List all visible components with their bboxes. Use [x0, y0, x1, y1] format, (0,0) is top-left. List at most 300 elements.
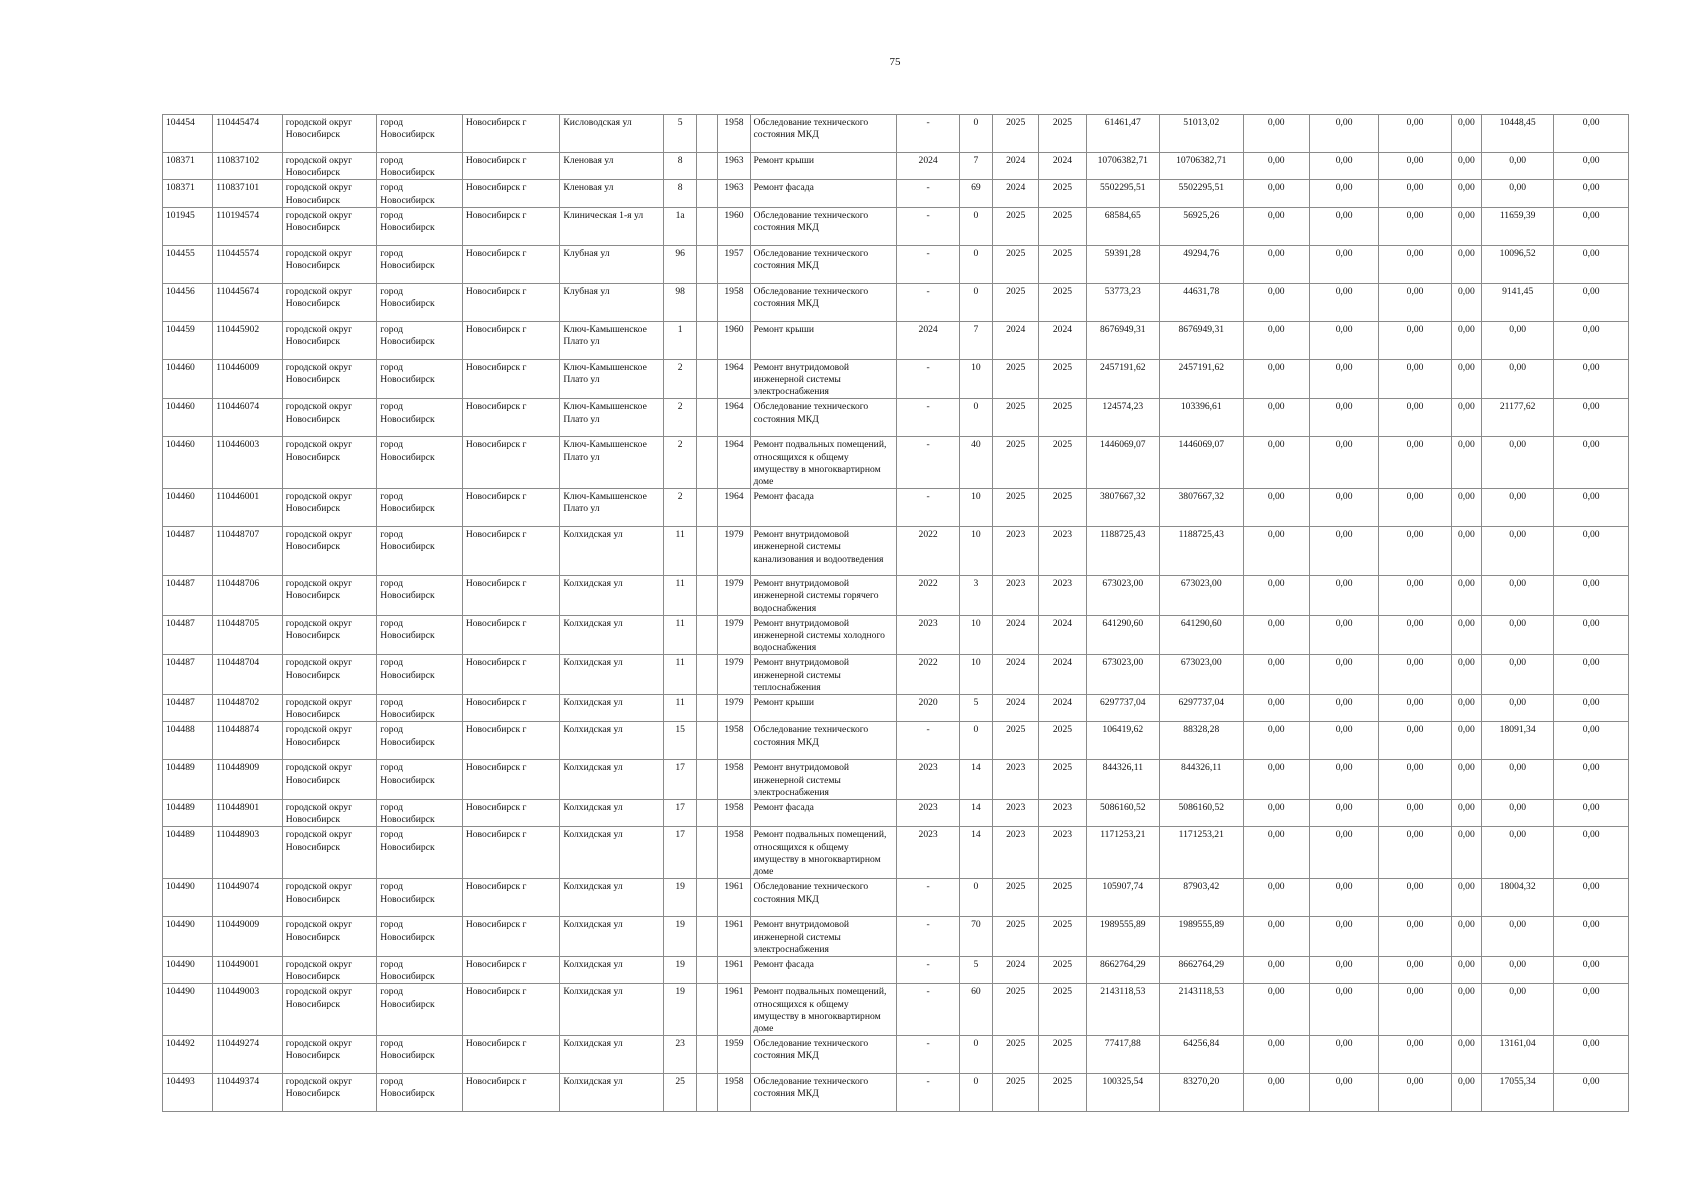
- total-cost-cell: 10706382,71: [1086, 153, 1159, 180]
- locality-cell: Новосибирск г: [462, 1074, 560, 1112]
- table-row: [163, 1036, 1629, 1074]
- building-cell: [697, 615, 718, 655]
- build-year-cell: 1964: [718, 399, 750, 437]
- budget-local-cell: 0,00: [1379, 1074, 1451, 1112]
- house-number-cell: 98: [664, 283, 697, 321]
- object-id-cell: 104455: [163, 245, 213, 283]
- budget-federal-cell: 0,00: [1243, 1074, 1309, 1112]
- locality-cell: Новосибирск г: [462, 283, 560, 321]
- page-number: 75: [889, 56, 901, 68]
- budget-local-cell: 0,00: [1379, 879, 1451, 917]
- start-year-cell: 2025: [993, 879, 1039, 917]
- street-cell: Кисловодская ул: [560, 115, 664, 153]
- object-id-cell: 104489: [163, 760, 213, 800]
- locality-cell: Новосибирск г: [462, 153, 560, 180]
- other-sources-cell: 0,00: [1451, 879, 1481, 917]
- table-row: [163, 283, 1629, 321]
- owner-funds-cell: 0,00: [1481, 917, 1553, 957]
- street-cell: Колхидская ул: [560, 800, 664, 827]
- municipal-district-cell: городской округ Новосибирск: [282, 827, 377, 879]
- service-life-cell: 69: [959, 180, 992, 207]
- build-year-cell: 1979: [718, 695, 750, 722]
- extra-funds-cell: 0,00: [1554, 695, 1629, 722]
- municipal-district-cell: городской округ Новосибирск: [282, 984, 377, 1036]
- work-type-cell: Обследование технического состояния МКД: [750, 115, 897, 153]
- end-year-cell: 2025: [1039, 359, 1086, 399]
- locality-cell: Новосибирск г: [462, 800, 560, 827]
- work-type-cell: Обследование технического состояния МКД: [750, 879, 897, 917]
- extra-funds-cell: 0,00: [1554, 283, 1629, 321]
- previous-repair-year-cell: 2020: [897, 695, 959, 722]
- owner-funds-cell: 10448,45: [1481, 115, 1553, 153]
- budget-regional-cell: 0,00: [1309, 576, 1378, 616]
- settlement-cell: город Новосибирск: [377, 615, 463, 655]
- building-cell: [697, 1074, 718, 1112]
- previous-repair-year-cell: -: [897, 245, 959, 283]
- budget-federal-cell: 0,00: [1243, 153, 1309, 180]
- extra-funds-cell: 0,00: [1554, 359, 1629, 399]
- building-cell: [697, 180, 718, 207]
- other-sources-cell: 0,00: [1451, 760, 1481, 800]
- previous-repair-year-cell: -: [897, 359, 959, 399]
- table-row: [163, 153, 1629, 180]
- end-year-cell: 2025: [1039, 207, 1086, 245]
- service-life-cell: 0: [959, 1036, 992, 1074]
- building-cell: [697, 489, 718, 527]
- service-life-cell: 40: [959, 437, 992, 489]
- building-cell: [697, 207, 718, 245]
- budget-federal-cell: 0,00: [1243, 576, 1309, 616]
- end-year-cell: 2025: [1039, 437, 1086, 489]
- start-year-cell: 2024: [993, 655, 1039, 695]
- budget-local-cell: 0,00: [1379, 115, 1451, 153]
- extra-funds-cell: 0,00: [1554, 1036, 1629, 1074]
- settlement-cell: город Новосибирск: [377, 917, 463, 957]
- building-cell: [697, 956, 718, 983]
- object-id-cell: 104490: [163, 917, 213, 957]
- previous-repair-year-cell: -: [897, 283, 959, 321]
- work-type-cell: Ремонт внутридомовой инженерной системы теплоснабжения: [750, 655, 897, 695]
- previous-repair-year-cell: -: [897, 722, 959, 760]
- object-id-cell: 104487: [163, 527, 213, 576]
- owner-funds-cell: 0,00: [1481, 527, 1553, 576]
- object-id-cell: 104460: [163, 437, 213, 489]
- object-id-cell: 104460: [163, 399, 213, 437]
- municipal-district-cell: городской округ Новосибирск: [282, 489, 377, 527]
- budget-federal-cell: 0,00: [1243, 827, 1309, 879]
- owner-funds-cell: 17055,34: [1481, 1074, 1553, 1112]
- municipal-district-cell: городской округ Новосибирск: [282, 879, 377, 917]
- budget-regional-cell: 0,00: [1309, 827, 1378, 879]
- previous-repair-year-cell: 2022: [897, 655, 959, 695]
- work-type-cell: Ремонт крыши: [750, 695, 897, 722]
- total-cost-cell: 2143118,53: [1086, 984, 1159, 1036]
- budget-federal-cell: 0,00: [1243, 115, 1309, 153]
- build-year-cell: 1979: [718, 576, 750, 616]
- fund-cost-cell: 3807667,32: [1160, 489, 1244, 527]
- owner-funds-cell: 21177,62: [1481, 399, 1553, 437]
- build-year-cell: 1961: [718, 879, 750, 917]
- service-life-cell: 5: [959, 956, 992, 983]
- previous-repair-year-cell: -: [897, 984, 959, 1036]
- budget-regional-cell: 0,00: [1309, 1036, 1378, 1074]
- service-life-cell: 10: [959, 655, 992, 695]
- budget-local-cell: 0,00: [1379, 437, 1451, 489]
- street-cell: Колхидская ул: [560, 827, 664, 879]
- other-sources-cell: 0,00: [1451, 359, 1481, 399]
- start-year-cell: 2024: [993, 695, 1039, 722]
- table-row: [163, 917, 1629, 957]
- service-life-cell: 7: [959, 321, 992, 359]
- settlement-cell: город Новосибирск: [377, 695, 463, 722]
- budget-federal-cell: 0,00: [1243, 760, 1309, 800]
- build-year-cell: 1958: [718, 115, 750, 153]
- build-year-cell: 1964: [718, 359, 750, 399]
- house-number-cell: 17: [664, 827, 697, 879]
- object-id-cell: 104490: [163, 984, 213, 1036]
- owner-funds-cell: 13161,04: [1481, 1036, 1553, 1074]
- budget-regional-cell: 0,00: [1309, 207, 1378, 245]
- locality-cell: Новосибирск г: [462, 722, 560, 760]
- end-year-cell: 2025: [1039, 984, 1086, 1036]
- previous-repair-year-cell: -: [897, 207, 959, 245]
- service-life-cell: 14: [959, 760, 992, 800]
- build-year-cell: 1979: [718, 655, 750, 695]
- budget-local-cell: 0,00: [1379, 321, 1451, 359]
- budget-regional-cell: 0,00: [1309, 695, 1378, 722]
- end-year-cell: 2023: [1039, 527, 1086, 576]
- street-cell: Колхидская ул: [560, 879, 664, 917]
- registry-body: [163, 115, 1629, 1112]
- end-year-cell: 2025: [1039, 283, 1086, 321]
- end-year-cell: 2025: [1039, 722, 1086, 760]
- budget-local-cell: 0,00: [1379, 153, 1451, 180]
- budget-regional-cell: 0,00: [1309, 527, 1378, 576]
- work-type-cell: Ремонт внутридомовой инженерной системы холодного водоснабжения: [750, 615, 897, 655]
- locality-cell: Новосибирск г: [462, 180, 560, 207]
- start-year-cell: 2025: [993, 1036, 1039, 1074]
- owner-funds-cell: 0,00: [1481, 760, 1553, 800]
- work-code-cell: 110446003: [213, 437, 282, 489]
- budget-federal-cell: 0,00: [1243, 180, 1309, 207]
- budget-regional-cell: 0,00: [1309, 1074, 1378, 1112]
- object-id-cell: 104487: [163, 576, 213, 616]
- work-type-cell: Ремонт подвальных помещений, относящихся к общему имуществу в многоквартирном доме: [750, 437, 897, 489]
- previous-repair-year-cell: -: [897, 879, 959, 917]
- other-sources-cell: 0,00: [1451, 399, 1481, 437]
- build-year-cell: 1958: [718, 760, 750, 800]
- owner-funds-cell: 0,00: [1481, 153, 1553, 180]
- object-id-cell: 104488: [163, 722, 213, 760]
- start-year-cell: 2025: [993, 399, 1039, 437]
- end-year-cell: 2025: [1039, 760, 1086, 800]
- settlement-cell: город Новосибирск: [377, 722, 463, 760]
- street-cell: Колхидская ул: [560, 1074, 664, 1112]
- table-row: [163, 399, 1629, 437]
- object-id-cell: 104460: [163, 359, 213, 399]
- locality-cell: Новосибирск г: [462, 827, 560, 879]
- previous-repair-year-cell: 2023: [897, 615, 959, 655]
- budget-regional-cell: 0,00: [1309, 984, 1378, 1036]
- previous-repair-year-cell: -: [897, 399, 959, 437]
- work-code-cell: 110445674: [213, 283, 282, 321]
- work-type-cell: Ремонт фасада: [750, 180, 897, 207]
- building-cell: [697, 359, 718, 399]
- build-year-cell: 1961: [718, 984, 750, 1036]
- municipal-district-cell: городской округ Новосибирск: [282, 359, 377, 399]
- locality-cell: Новосибирск г: [462, 321, 560, 359]
- build-year-cell: 1960: [718, 321, 750, 359]
- extra-funds-cell: 0,00: [1554, 399, 1629, 437]
- total-cost-cell: 68584,65: [1086, 207, 1159, 245]
- build-year-cell: 1964: [718, 437, 750, 489]
- building-cell: [697, 800, 718, 827]
- start-year-cell: 2023: [993, 760, 1039, 800]
- table-row: [163, 695, 1629, 722]
- table-row: [163, 1074, 1629, 1112]
- table-row: [163, 655, 1629, 695]
- total-cost-cell: 5086160,52: [1086, 800, 1159, 827]
- other-sources-cell: 0,00: [1451, 527, 1481, 576]
- total-cost-cell: 3807667,32: [1086, 489, 1159, 527]
- municipal-district-cell: городской округ Новосибирск: [282, 1074, 377, 1112]
- work-code-cell: 110194574: [213, 207, 282, 245]
- building-cell: [697, 399, 718, 437]
- settlement-cell: город Новосибирск: [377, 283, 463, 321]
- settlement-cell: город Новосибирск: [377, 207, 463, 245]
- budget-local-cell: 0,00: [1379, 1036, 1451, 1074]
- build-year-cell: 1979: [718, 615, 750, 655]
- service-life-cell: 10: [959, 527, 992, 576]
- budget-local-cell: 0,00: [1379, 489, 1451, 527]
- locality-cell: Новосибирск г: [462, 655, 560, 695]
- other-sources-cell: 0,00: [1451, 153, 1481, 180]
- settlement-cell: город Новосибирск: [377, 359, 463, 399]
- service-life-cell: 5: [959, 695, 992, 722]
- start-year-cell: 2024: [993, 180, 1039, 207]
- building-cell: [697, 153, 718, 180]
- other-sources-cell: 0,00: [1451, 695, 1481, 722]
- build-year-cell: 1958: [718, 722, 750, 760]
- table-row: [163, 437, 1629, 489]
- house-number-cell: 2: [664, 489, 697, 527]
- build-year-cell: 1958: [718, 827, 750, 879]
- service-life-cell: 70: [959, 917, 992, 957]
- budget-local-cell: 0,00: [1379, 722, 1451, 760]
- street-cell: Ключ-Камышенское Плато ул: [560, 321, 664, 359]
- work-type-cell: Обследование технического состояния МКД: [750, 1036, 897, 1074]
- budget-local-cell: 0,00: [1379, 527, 1451, 576]
- previous-repair-year-cell: -: [897, 489, 959, 527]
- work-code-cell: 110448874: [213, 722, 282, 760]
- start-year-cell: 2025: [993, 1074, 1039, 1112]
- other-sources-cell: 0,00: [1451, 827, 1481, 879]
- settlement-cell: город Новосибирск: [377, 489, 463, 527]
- municipal-district-cell: городской округ Новосибирск: [282, 283, 377, 321]
- table-row: [163, 207, 1629, 245]
- house-number-cell: 11: [664, 576, 697, 616]
- build-year-cell: 1958: [718, 800, 750, 827]
- municipal-district-cell: городской округ Новосибирск: [282, 115, 377, 153]
- house-number-cell: 25: [664, 1074, 697, 1112]
- fund-cost-cell: 844326,11: [1160, 760, 1244, 800]
- house-number-cell: 19: [664, 879, 697, 917]
- work-type-cell: Ремонт фасада: [750, 489, 897, 527]
- municipal-district-cell: городской округ Новосибирск: [282, 576, 377, 616]
- building-cell: [697, 245, 718, 283]
- previous-repair-year-cell: -: [897, 956, 959, 983]
- object-id-cell: 101945: [163, 207, 213, 245]
- other-sources-cell: 0,00: [1451, 576, 1481, 616]
- start-year-cell: 2023: [993, 576, 1039, 616]
- work-type-cell: Обследование технического состояния МКД: [750, 1074, 897, 1112]
- owner-funds-cell: 0,00: [1481, 180, 1553, 207]
- settlement-cell: город Новосибирск: [377, 153, 463, 180]
- previous-repair-year-cell: 2024: [897, 153, 959, 180]
- street-cell: Клиническая 1-я ул: [560, 207, 664, 245]
- previous-repair-year-cell: -: [897, 180, 959, 207]
- work-type-cell: Ремонт внутридомовой инженерной системы электроснабжения: [750, 359, 897, 399]
- budget-local-cell: 0,00: [1379, 359, 1451, 399]
- fund-cost-cell: 83270,20: [1160, 1074, 1244, 1112]
- object-id-cell: 104487: [163, 615, 213, 655]
- service-life-cell: 14: [959, 800, 992, 827]
- other-sources-cell: 0,00: [1451, 1036, 1481, 1074]
- start-year-cell: 2025: [993, 917, 1039, 957]
- budget-federal-cell: 0,00: [1243, 207, 1309, 245]
- building-cell: [697, 917, 718, 957]
- budget-federal-cell: 0,00: [1243, 245, 1309, 283]
- end-year-cell: 2023: [1039, 800, 1086, 827]
- owner-funds-cell: 0,00: [1481, 655, 1553, 695]
- end-year-cell: 2025: [1039, 917, 1086, 957]
- street-cell: Колхидская ул: [560, 917, 664, 957]
- start-year-cell: 2025: [993, 115, 1039, 153]
- municipal-district-cell: городской округ Новосибирск: [282, 527, 377, 576]
- budget-local-cell: 0,00: [1379, 695, 1451, 722]
- end-year-cell: 2024: [1039, 695, 1086, 722]
- building-cell: [697, 695, 718, 722]
- other-sources-cell: 0,00: [1451, 917, 1481, 957]
- previous-repair-year-cell: 2022: [897, 576, 959, 616]
- build-year-cell: 1957: [718, 245, 750, 283]
- object-id-cell: 104492: [163, 1036, 213, 1074]
- budget-local-cell: 0,00: [1379, 984, 1451, 1036]
- previous-repair-year-cell: -: [897, 115, 959, 153]
- table-row: [163, 800, 1629, 827]
- budget-local-cell: 0,00: [1379, 655, 1451, 695]
- total-cost-cell: 5502295,51: [1086, 180, 1159, 207]
- fund-cost-cell: 6297737,04: [1160, 695, 1244, 722]
- budget-federal-cell: 0,00: [1243, 1036, 1309, 1074]
- house-number-cell: 11: [664, 527, 697, 576]
- extra-funds-cell: 0,00: [1554, 956, 1629, 983]
- fund-cost-cell: 673023,00: [1160, 655, 1244, 695]
- object-id-cell: 108371: [163, 180, 213, 207]
- end-year-cell: 2025: [1039, 489, 1086, 527]
- owner-funds-cell: 18091,34: [1481, 722, 1553, 760]
- house-number-cell: 2: [664, 359, 697, 399]
- budget-local-cell: 0,00: [1379, 615, 1451, 655]
- work-type-cell: Ремонт внутридомовой инженерной системы горячего водоснабжения: [750, 576, 897, 616]
- other-sources-cell: 0,00: [1451, 800, 1481, 827]
- budget-local-cell: 0,00: [1379, 245, 1451, 283]
- budget-regional-cell: 0,00: [1309, 283, 1378, 321]
- locality-cell: Новосибирск г: [462, 437, 560, 489]
- end-year-cell: 2023: [1039, 827, 1086, 879]
- total-cost-cell: 673023,00: [1086, 576, 1159, 616]
- work-code-cell: 110449374: [213, 1074, 282, 1112]
- budget-regional-cell: 0,00: [1309, 245, 1378, 283]
- municipal-district-cell: городской округ Новосибирск: [282, 207, 377, 245]
- street-cell: Кленовая ул: [560, 153, 664, 180]
- locality-cell: Новосибирск г: [462, 917, 560, 957]
- service-life-cell: 10: [959, 489, 992, 527]
- locality-cell: Новосибирск г: [462, 760, 560, 800]
- build-year-cell: 1979: [718, 527, 750, 576]
- work-code-cell: 110837101: [213, 180, 282, 207]
- owner-funds-cell: 0,00: [1481, 359, 1553, 399]
- budget-federal-cell: 0,00: [1243, 800, 1309, 827]
- budget-local-cell: 0,00: [1379, 576, 1451, 616]
- house-number-cell: 11: [664, 695, 697, 722]
- fund-cost-cell: 1446069,07: [1160, 437, 1244, 489]
- street-cell: Ключ-Камышенское Плато ул: [560, 437, 664, 489]
- other-sources-cell: 0,00: [1451, 489, 1481, 527]
- house-number-cell: 5: [664, 115, 697, 153]
- other-sources-cell: 0,00: [1451, 984, 1481, 1036]
- start-year-cell: 2025: [993, 437, 1039, 489]
- budget-federal-cell: 0,00: [1243, 527, 1309, 576]
- budget-regional-cell: 0,00: [1309, 115, 1378, 153]
- budget-federal-cell: 0,00: [1243, 399, 1309, 437]
- fund-cost-cell: 1171253,21: [1160, 827, 1244, 879]
- fund-cost-cell: 8662764,29: [1160, 956, 1244, 983]
- budget-federal-cell: 0,00: [1243, 917, 1309, 957]
- extra-funds-cell: 0,00: [1554, 655, 1629, 695]
- settlement-cell: город Новосибирск: [377, 1036, 463, 1074]
- previous-repair-year-cell: 2024: [897, 321, 959, 359]
- fund-cost-cell: 5502295,51: [1160, 180, 1244, 207]
- work-code-cell: 110445474: [213, 115, 282, 153]
- fund-cost-cell: 87903,42: [1160, 879, 1244, 917]
- total-cost-cell: 641290,60: [1086, 615, 1159, 655]
- budget-regional-cell: 0,00: [1309, 399, 1378, 437]
- other-sources-cell: 0,00: [1451, 437, 1481, 489]
- work-code-cell: 110446074: [213, 399, 282, 437]
- extra-funds-cell: 0,00: [1554, 879, 1629, 917]
- extra-funds-cell: 0,00: [1554, 180, 1629, 207]
- owner-funds-cell: 0,00: [1481, 437, 1553, 489]
- end-year-cell: 2025: [1039, 115, 1086, 153]
- work-code-cell: 110445574: [213, 245, 282, 283]
- municipal-district-cell: городской округ Новосибирск: [282, 956, 377, 983]
- build-year-cell: 1963: [718, 153, 750, 180]
- start-year-cell: 2024: [993, 615, 1039, 655]
- building-cell: [697, 576, 718, 616]
- other-sources-cell: 0,00: [1451, 1074, 1481, 1112]
- object-id-cell: 104487: [163, 655, 213, 695]
- work-code-cell: 110837102: [213, 153, 282, 180]
- work-code-cell: 110448903: [213, 827, 282, 879]
- work-type-cell: Ремонт фасада: [750, 800, 897, 827]
- service-life-cell: 0: [959, 722, 992, 760]
- municipal-district-cell: городской округ Новосибирск: [282, 655, 377, 695]
- work-code-cell: 110449274: [213, 1036, 282, 1074]
- municipal-district-cell: городской округ Новосибирск: [282, 1036, 377, 1074]
- work-code-cell: 110448702: [213, 695, 282, 722]
- budget-federal-cell: 0,00: [1243, 655, 1309, 695]
